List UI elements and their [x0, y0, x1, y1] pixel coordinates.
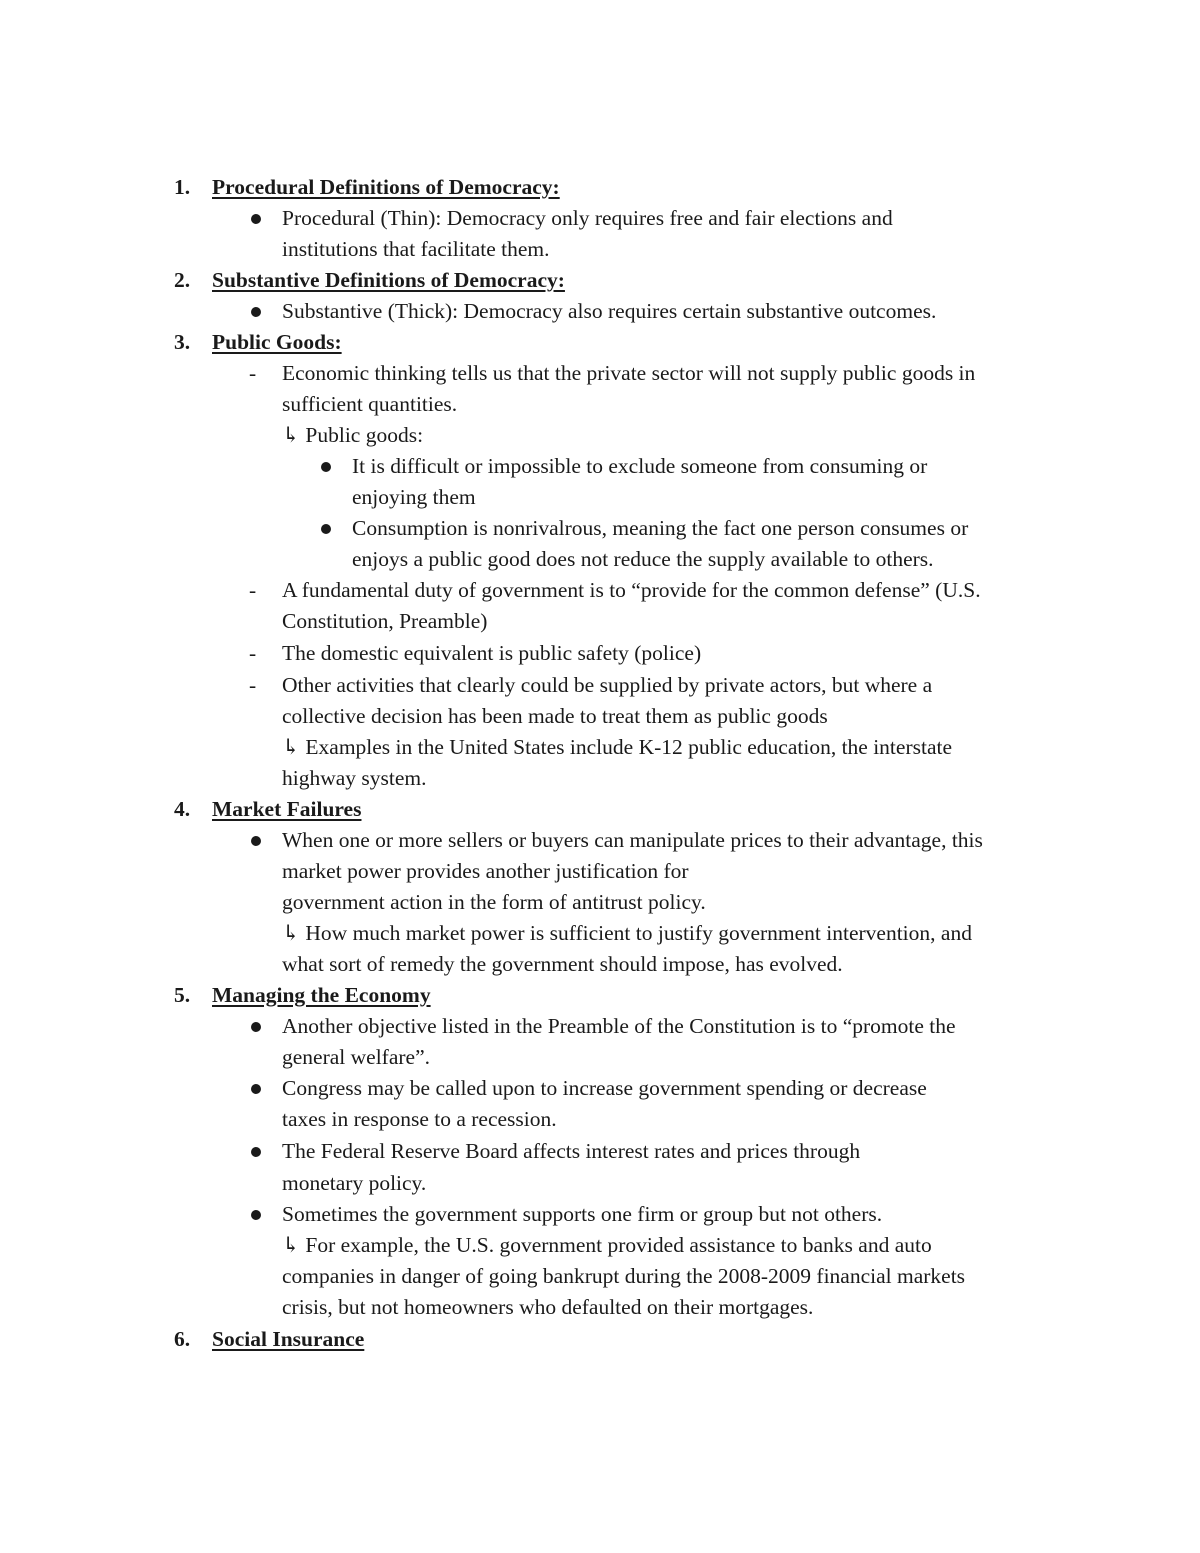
text-line: Sometimes the government supports one firm or group but not others.	[282, 1202, 883, 1226]
dash-marker: -	[249, 578, 257, 602]
text-line: Constitution, Preamble)	[282, 609, 488, 633]
text-line: sufficient quantities.	[282, 392, 458, 416]
section-number: 6.	[174, 1327, 191, 1351]
text-line: government action in the form of antitrust policy.	[282, 890, 706, 914]
section-number: 3.	[174, 330, 191, 354]
text-line: A fundamental duty of government is to “provide for the common defense” (U.S.	[282, 578, 981, 602]
text-line: market power provides another justification for	[282, 859, 689, 883]
text-line: It is difficult or impossible to exclude someone from consuming or	[352, 454, 928, 478]
text-line: Consumption is nonrivalrous, meaning the fact one person consumes or	[352, 516, 969, 540]
section-heading-managing-economy: Managing the Economy	[212, 983, 431, 1007]
text-line: institutions that facilitate them.	[282, 237, 550, 261]
section-number: 5.	[174, 983, 191, 1007]
section-number: 4.	[174, 797, 191, 821]
section-number: 2.	[174, 268, 191, 292]
text-line: general welfare”.	[282, 1045, 431, 1069]
text-line: Economic thinking tells us that the private sector will not supply public goods in	[282, 361, 976, 385]
bullet-icon	[251, 1022, 261, 1032]
text-line: collective decision has been made to treat them as public goods	[282, 704, 828, 728]
text-line: ↳ For example, the U.S. government provided assistance to banks and auto	[282, 1233, 932, 1257]
bullet-icon	[251, 1210, 261, 1220]
text-line: highway system.	[282, 766, 427, 790]
bullet-icon	[321, 462, 331, 472]
text-line: ↳ Examples in the United States include K-12 public education, the interstate	[282, 735, 953, 759]
text-line: Another objective listed in the Preamble of the Constitution is to “promote the	[282, 1014, 956, 1038]
text-line: what sort of remedy the government should impose, has evolved.	[282, 952, 843, 976]
bullet-icon	[251, 214, 261, 224]
bullet-icon	[251, 1147, 261, 1157]
text-line: Congress may be called upon to increase government spending or decrease	[282, 1076, 927, 1100]
bullet-icon	[321, 524, 331, 534]
text-line: When one or more sellers or buyers can manipulate prices to their advantage, this	[282, 828, 983, 852]
text-line: enjoys a public good does not reduce the supply available to others.	[352, 547, 934, 571]
section-heading-public-goods: Public Goods:	[212, 330, 342, 354]
text-line: companies in danger of going bankrupt during the 2008-2009 financial markets	[282, 1264, 966, 1288]
text-line: taxes in response to a recession.	[282, 1107, 557, 1131]
section-heading-procedural: Procedural Definitions of Democracy:	[212, 175, 560, 199]
text-line: The domestic equivalent is public safety (police)	[282, 641, 702, 665]
bullet-icon	[251, 307, 261, 317]
section-number: 1.	[174, 175, 191, 199]
dash-marker: -	[249, 673, 257, 697]
section-heading-social-insurance: Social Insurance	[212, 1327, 365, 1351]
text-line: Other activities that clearly could be supplied by private actors, but where a	[282, 673, 933, 697]
text-line: ↳ Public goods:	[282, 423, 424, 447]
text-line: enjoying them	[352, 485, 476, 509]
section-heading-substantive: Substantive Definitions of Democracy:	[212, 268, 565, 292]
bullet-icon	[251, 1084, 261, 1094]
text-line: crisis, but not homeowners who defaulted on their mortgages.	[282, 1295, 814, 1319]
bullet-icon	[251, 836, 261, 846]
text-line: The Federal Reserve Board affects interest rates and prices through	[282, 1139, 861, 1163]
section-heading-market-failures: Market Failures	[212, 797, 362, 821]
text-line: Substantive (Thick): Democracy also requires certain substantive outcomes.	[282, 299, 937, 323]
dash-marker: -	[249, 641, 257, 665]
text-line: monetary policy.	[282, 1171, 427, 1195]
dash-marker: -	[249, 361, 257, 385]
text-line: Procedural (Thin): Democracy only requires free and fair elections and	[282, 206, 893, 230]
text-line: ↳ How much market power is sufficient to justify government intervention, and	[282, 921, 972, 945]
